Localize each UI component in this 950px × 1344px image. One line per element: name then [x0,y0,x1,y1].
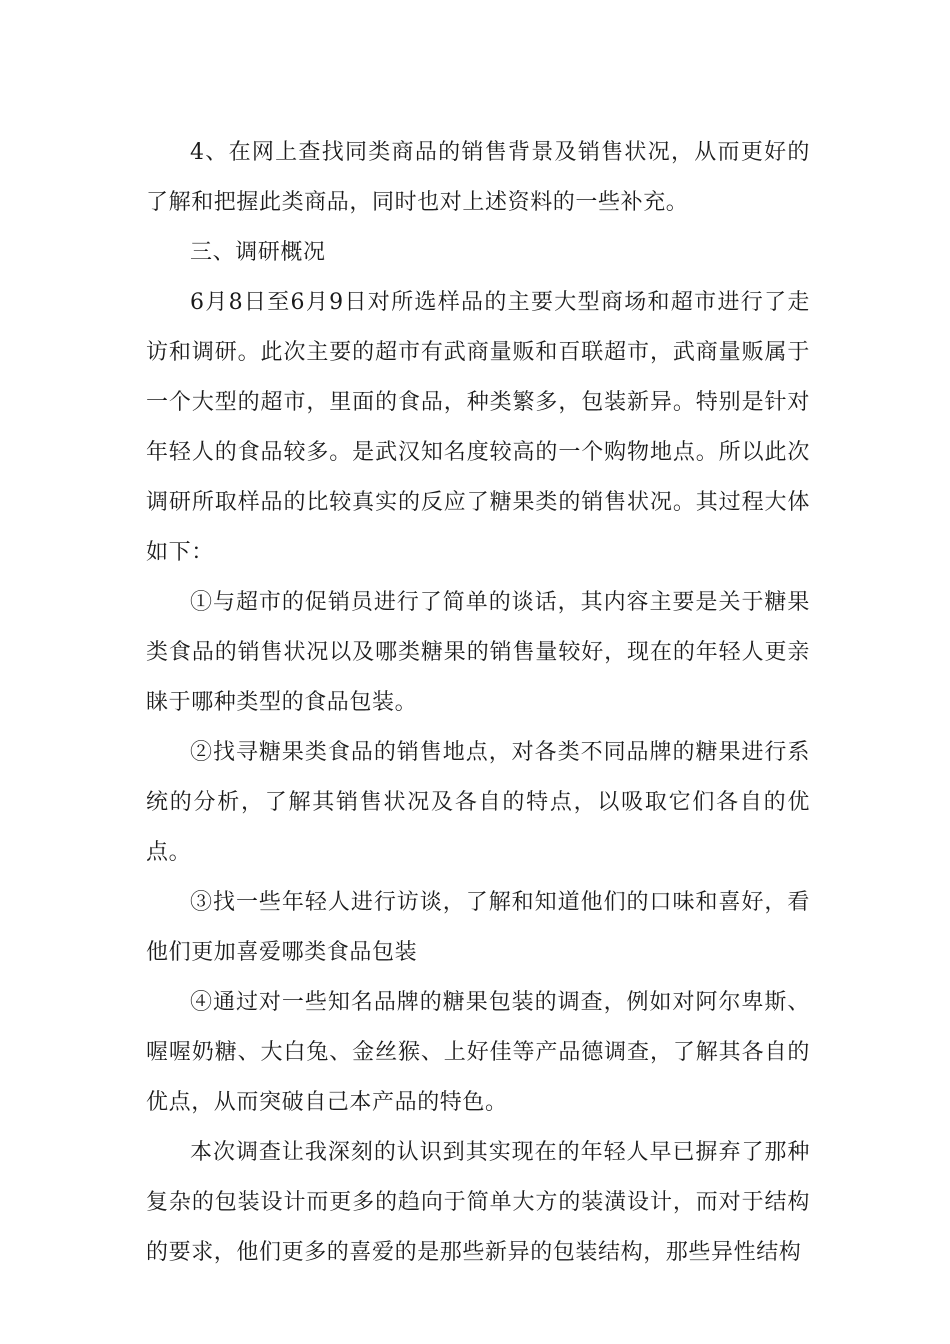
paragraph-item-2: ②找寻糖果类食品的销售地点，对各类不同品牌的糖果进行系统的分析，了解其销售状况及各自的特点，以吸取它们各自的优点。 [146,740,810,865]
paragraph-item-3: ③找一些年轻人进行访谈，了解和知道他们的口味和喜好，看他们更加喜爱哪类食品包装 [146,890,810,965]
paragraph-step-4: 4、在网上查找同类商品的销售背景及销售状况，从而更好的了解和把握此类商品，同时也对上述资料的一些补充。 [146,140,810,215]
paragraph-survey-intro: 6月8日至6月9日对所选样品的主要大型商场和超市进行了走访和调研。此次主要的超市有武商量贩和百联超市，武商量贩属于一个大型的超市，里面的食品，种类繁多，包装新异。特别是针对年轻人的食品较多。是武汉知名度较高的一个购物地点。所以此次调研所取样品的比较真实的反应了糖果类的销售状况。其过程大体如下： [146,290,810,565]
document-body [146,128,810,1278]
paragraph-item-1: ①与超市的促销员进行了简单的谈话，其内容主要是关于糖果类食品的销售状况以及哪类糖果的销售量较好，现在的年轻人更亲睐于哪种类型的食品包装。 [146,590,810,715]
section-heading-survey-overview: 三、调研概况 [190,240,326,265]
paragraph-conclusion: 本次调查让我深刻的认识到其实现在的年轻人早已摒弃了那种复杂的包装设计而更多的趋向于简单大方的装潢设计，而对于结构的要求，他们更多的喜爱的是那些新异的包装结构，那些异性结构 [146,1140,810,1265]
paragraph-item-4: ④通过对一些知名品牌的糖果包装的调查，例如对阿尔卑斯、喔喔奶糖、大白兔、金丝猴、上好佳等产品德调查，了解其各自的优点，从而突破自己本产品的特色。 [146,990,810,1115]
